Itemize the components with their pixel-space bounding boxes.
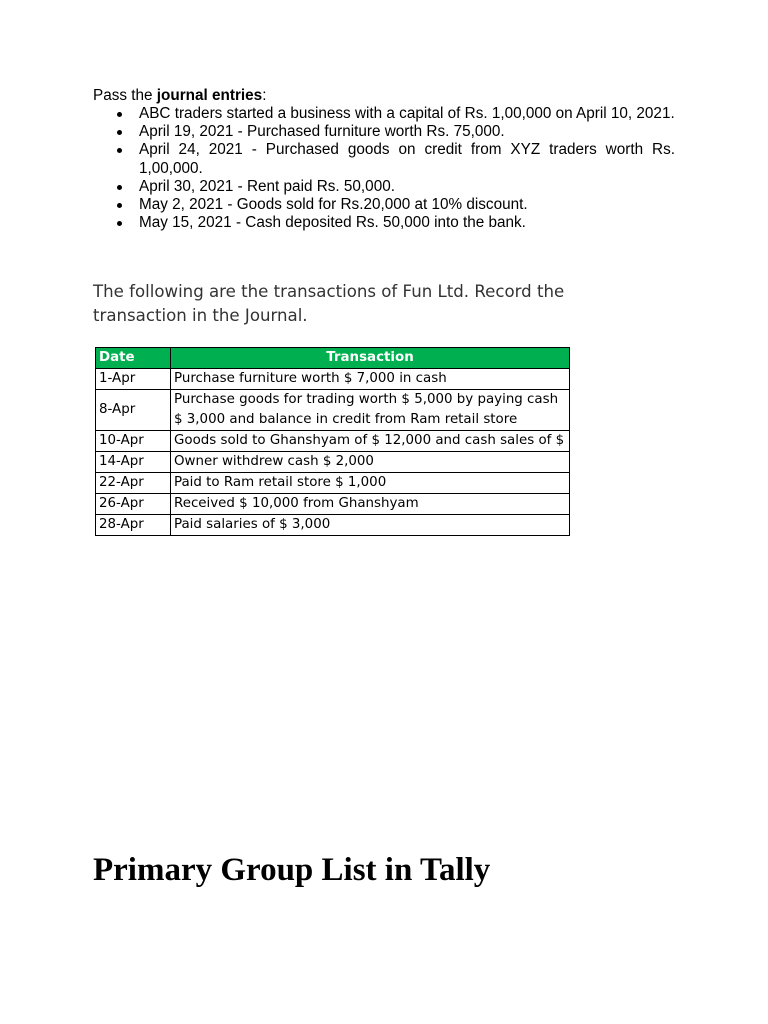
date-cell: 10-Apr (96, 431, 171, 452)
table-row (96, 494, 570, 515)
transaction-cell: Received $ 10,000 from Ghanshyam (171, 494, 570, 515)
date-cell: 1-Apr (96, 369, 171, 390)
transaction-cell: Owner withdrew cash $ 2,000 (171, 452, 570, 473)
section-heading: Primary Group List in Tally (93, 852, 491, 888)
list-item: April 30, 2021 - Rent paid Rs. 50,000. (139, 178, 675, 196)
intro-suffix: : (262, 87, 267, 104)
date-cell: 8-Apr (96, 390, 171, 431)
transaction-cell: Goods sold to Ghanshyam of $ 12,000 and cash sales of $ (171, 431, 570, 452)
date-column-header: Date (96, 348, 171, 369)
table-row (96, 515, 570, 536)
table-row (96, 473, 570, 494)
table-row (96, 452, 570, 473)
table-header-row (96, 348, 570, 369)
list-item: May 2, 2021 - Goods sold for Rs.20,000 at 10% discount. (139, 196, 675, 214)
list-item: April 19, 2021 - Purchased furniture worth Rs. 75,000. (139, 123, 675, 141)
list-item: May 15, 2021 - Cash deposited Rs. 50,000 into the bank. (139, 214, 675, 232)
transaction-cell: Purchase goods for trading worth $ 5,000 by paying cash $ 3,000 and balance in credit from Ram retail store (171, 390, 570, 431)
date-cell: 14-Apr (96, 452, 171, 473)
table-row (96, 431, 570, 452)
list-item: ABC traders started a business with a capital of Rs. 1,00,000 on April 10, 2021. (139, 105, 675, 122)
intro-prefix: Pass the (93, 87, 157, 104)
transaction-cell: Paid salaries of $ 3,000 (171, 515, 570, 536)
date-cell: 22-Apr (96, 473, 171, 494)
date-cell: 26-Apr (96, 494, 171, 515)
transaction-cell: Purchase furniture worth $ 7,000 in cash (171, 369, 570, 390)
transaction-column-header: Transaction (171, 348, 570, 369)
fun-ltd-intro: The following are the transactions of Fun Ltd. Record the transaction in the Journal. (93, 282, 565, 325)
table-row (96, 390, 570, 431)
exercise-intro (93, 87, 683, 105)
list-item: April 24, 2021 - Purchased goods on credit from XYZ traders worth Rs. 1,00,000. (139, 141, 675, 177)
date-cell: 28-Apr (96, 515, 171, 536)
journal-entries-list (93, 105, 675, 232)
table-row (96, 369, 570, 390)
transactions-table (95, 347, 570, 536)
transaction-cell: Paid to Ram retail store $ 1,000 (171, 473, 570, 494)
intro-bold: journal entries (156, 87, 263, 104)
